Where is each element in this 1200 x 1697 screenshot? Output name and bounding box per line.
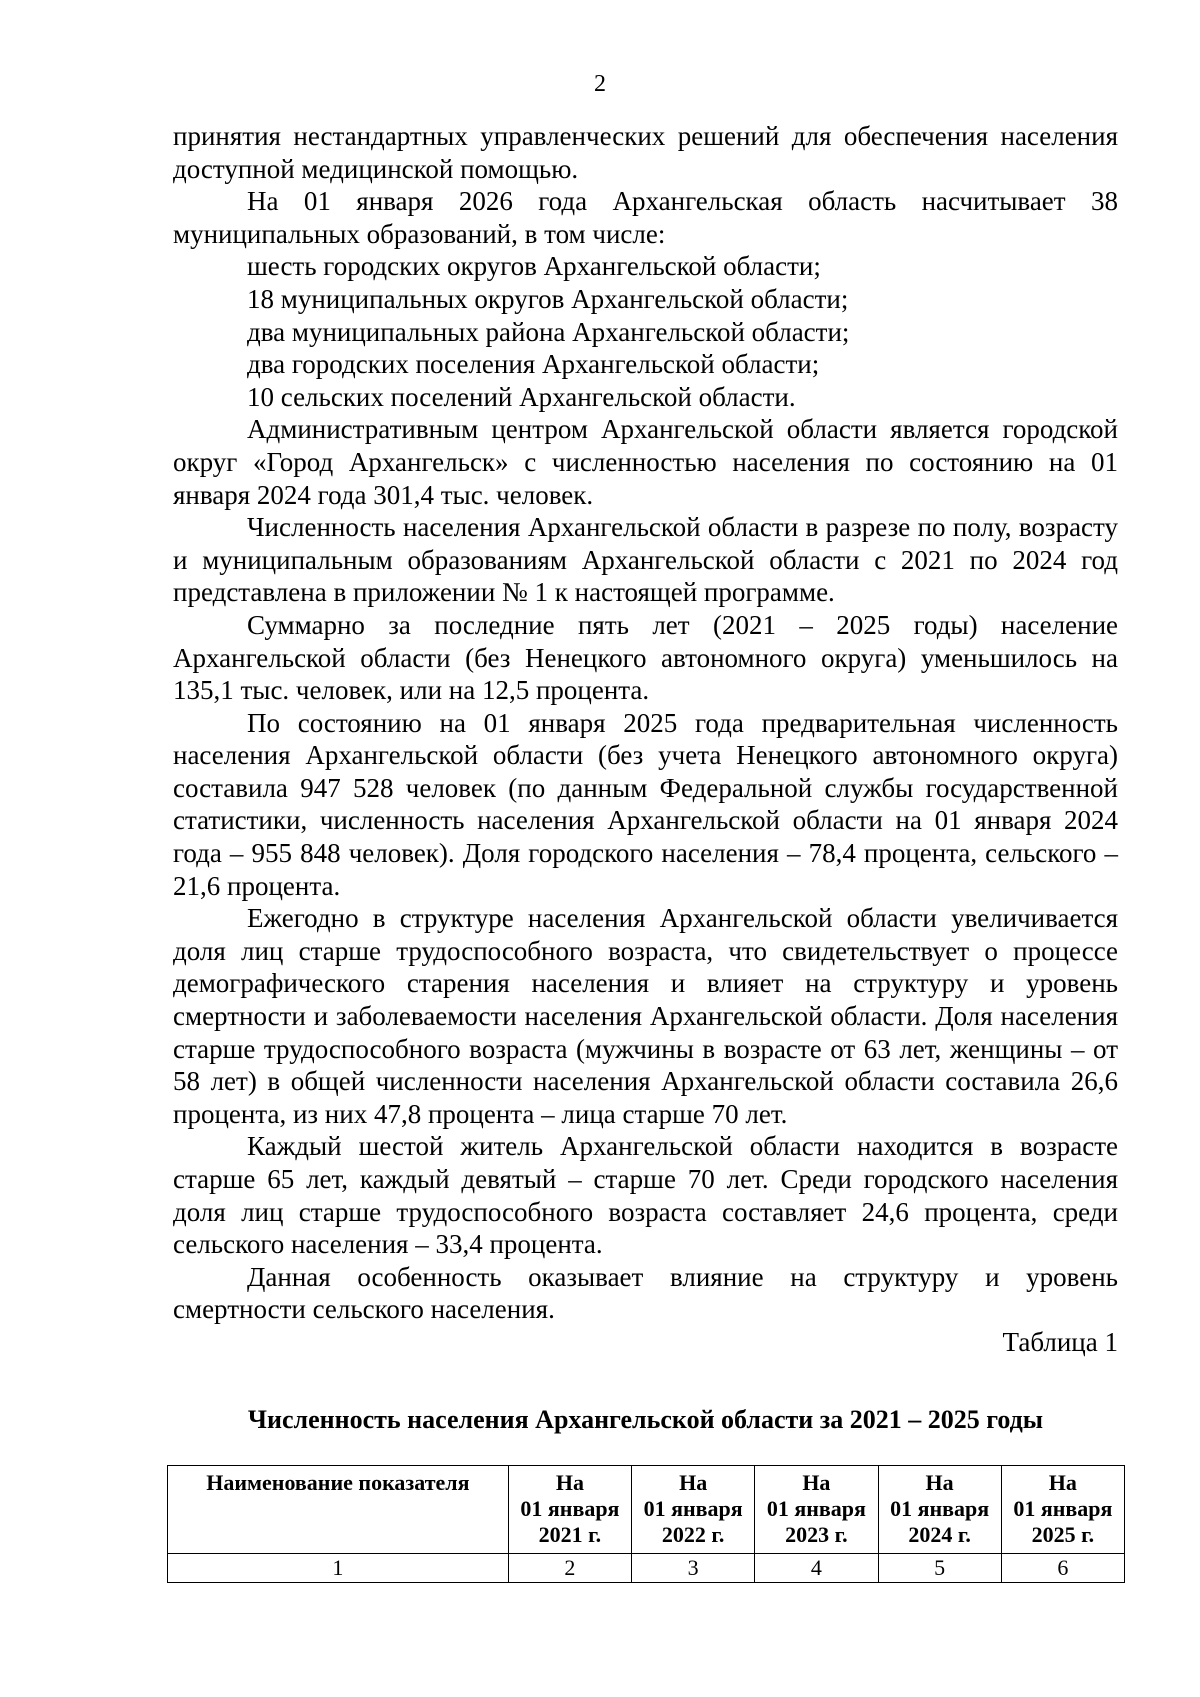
header-line: 01 января (520, 1496, 620, 1521)
paragraph-4: Численность населения Архангельской области в разрезе по полу, возрасту и муниципальным образованиям Архангельской области с 2021 по 2024 год представлена в приложении № 1 к настоящей программе. (173, 512, 1118, 608)
paragraph-5: Суммарно за последние пять лет (2021 – 2025 годы) население Архангельской области (без Ненецкого автономного округа) уменьшилось на 135,1 тыс. человек, или на 12,5 процента. (173, 609, 1118, 706)
document-body (173, 120, 1118, 1436)
list-item: два муниципальных района Архангельской области; (247, 316, 850, 347)
column-number: 2 (508, 1554, 631, 1583)
header-line: На (1048, 1470, 1077, 1495)
column-number: 3 (632, 1554, 755, 1583)
paragraph-6: По состоянию на 01 января 2025 года предварительная численность населения Архангельской области (без учета Ненецкого автономного округа) составила 947 528 человек (по данным Федеральной службы государственной статистики, численность населения Архангельской области на 01 января 2024 года – 955 848 человек). Доля городского населения – 78,4 процента, сельского – 21,6 процента. (173, 707, 1118, 901)
header-line: 01 января (766, 1496, 866, 1521)
header-line: 01 января (890, 1496, 990, 1521)
table-number: Таблица 1 (1002, 1326, 1118, 1357)
paragraph-9: Данная особенность оказывает влияние на структуру и уровень смертности сельского населения. (173, 1261, 1118, 1325)
header-line: 2021 г. (538, 1522, 602, 1547)
column-number: 5 (878, 1554, 1001, 1583)
header-line: На (555, 1470, 584, 1495)
paragraph-7: Ежегодно в структуре населения Архангельской области увеличивается доля лиц старше трудоспособного возраста, что свидетельствует о процессе демографического старения населения и влияет на структуру и уровень смертности и заболеваемости населения Архангельской области. Доля населения старше трудоспособного возраста (мужчины в возрасте от 63 лет, женщины – от 58 лет) в общей численности населения Архангельской области составила 26,6 процента, из них 47,8 процента – лица старше 70 лет. (173, 903, 1118, 1129)
table-column-numbers-row (168, 1554, 1125, 1583)
column-number: 6 (1001, 1554, 1124, 1583)
header-line: На (679, 1470, 708, 1495)
table-title: Численность населения Архангельской области за 2021 – 2025 годы (247, 1404, 1044, 1434)
header-col-2021 (508, 1466, 631, 1554)
header-col-2024 (878, 1466, 1001, 1554)
list-item: 18 муниципальных округов Архангельской области; (247, 283, 849, 314)
list-item: шесть городских округов Архангельской области; (247, 251, 821, 282)
table-header-row (168, 1466, 1125, 1554)
list-item: 10 сельских поселений Архангельской области. (247, 381, 796, 412)
header-line: 01 января (643, 1496, 743, 1521)
header-line: 2025 г. (1031, 1522, 1095, 1547)
header-line: На (802, 1470, 831, 1495)
column-number: 4 (755, 1554, 878, 1583)
header-col-2025 (1001, 1466, 1124, 1554)
header-line: 2023 г. (785, 1522, 848, 1547)
header-line: 2024 г. (908, 1522, 971, 1547)
paragraph-2: На 01 января 2026 года Архангельская область насчитывает 38 муниципальных образований, в том числе: (173, 186, 1118, 249)
paragraph-8: Каждый шестой житель Архангельской области находится в возрасте старше 65 лет, каждый девятый – старше 70 лет. Среди городского населения доля лиц старше трудоспособного возраста составляет 24,6 процента, среди сельского населения – 33,4 процента. (173, 1131, 1118, 1260)
header-line: 01 января (1013, 1496, 1113, 1521)
paragraph-3: Административным центром Архангельской области является городской округ «Город Архангельск» с численностью населения по состоянию на 01 января 2024 года 301,4 тыс. человек. (173, 414, 1118, 510)
list-item: два городских поселения Архангельской области; (247, 349, 820, 380)
header-line: 2022 г. (661, 1522, 725, 1547)
paragraph-1: принятия нестандартных управленческих решений для обеспечения населения доступной медицинской помощью. (173, 121, 1118, 184)
population-table (167, 1465, 1125, 1583)
column-number: 1 (168, 1554, 509, 1583)
header-indicator-name: Наименование показателя (168, 1466, 509, 1554)
page-number: 2 (594, 71, 606, 97)
header-line: На (925, 1470, 954, 1495)
header-col-2023 (755, 1466, 878, 1554)
header-col-2022 (632, 1466, 755, 1554)
